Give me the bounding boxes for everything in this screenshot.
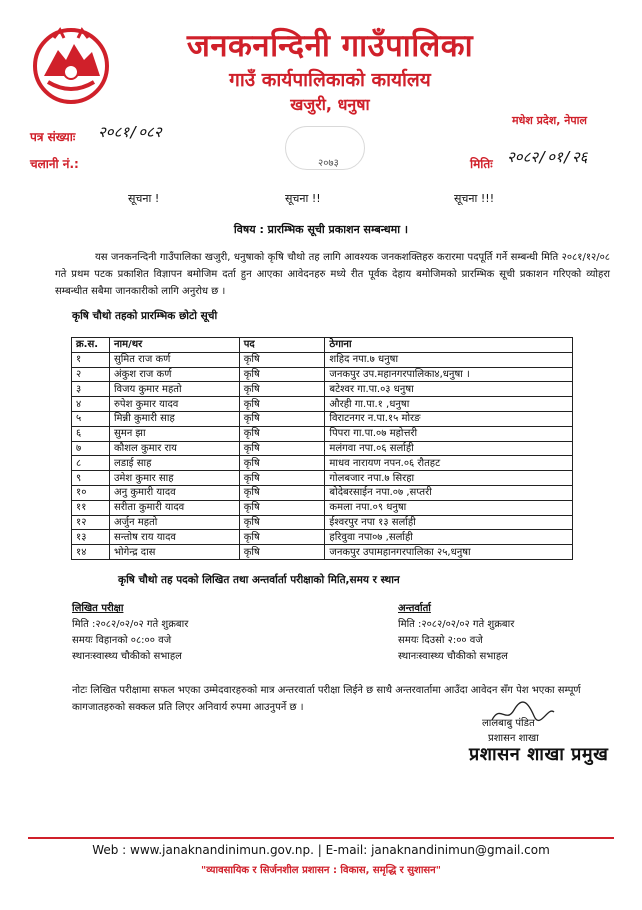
interview-place: स्थानःस्वास्थ्य चौकीको सभाहल <box>398 651 508 662</box>
cell-name: भोगेन्द्र दास <box>109 545 239 560</box>
notice-heading-1: सूचना ! <box>128 192 160 205</box>
patra-label: पत्र संख्याः <box>30 130 76 144</box>
candidate-table <box>71 337 573 560</box>
cell-name: सन्तोष राय यादव <box>109 530 239 545</box>
table-row <box>72 411 573 426</box>
cell-address: जनकपुर उप.महानगरपालिका४,धनुषा । <box>325 367 573 382</box>
cell-name: मिन्नी कुमारी साह <box>109 411 239 426</box>
cell-name: रुपेश कुमार यादव <box>109 397 239 412</box>
cell-post: कृषि <box>239 530 325 545</box>
cell-name: कौशल कुमार राय <box>109 441 239 456</box>
cell-sn: ३ <box>72 382 110 397</box>
miti-value: २०८२/०१/२६ <box>507 148 588 166</box>
cell-sn: ५ <box>72 411 110 426</box>
col-header-sn: क्र.स. <box>72 338 110 353</box>
signatory-office: प्रशासन शाखा <box>488 733 539 744</box>
written-date: मिति :२०८२/०२/०२ गते शुक्रबार <box>72 619 189 630</box>
signatory-name: लालबाबु पंडित <box>482 718 535 729</box>
table-row <box>72 426 573 441</box>
cell-name: विजय कुमार महतो <box>109 382 239 397</box>
cell-name: अर्जुन महतो <box>109 515 239 530</box>
table-row <box>72 456 573 471</box>
chalani-label: चलानी नं.: <box>30 157 79 171</box>
interview-heading: अन्तर्वार्ता <box>398 603 431 614</box>
list-title: कृषि चौथो तहको प्रारम्भिक छोटो सूची <box>72 310 218 322</box>
cell-sn: १० <box>72 485 110 500</box>
cell-name: सरीता कुमारी यादव <box>109 500 239 515</box>
cell-post: कृषि <box>239 500 325 515</box>
body-paragraph: यस जनकनन्दिनी गाउँपालिका खजुरी, धनुषाको कृषि चौथो तह लागि आवश्यक जनकशक्तिहरु करारमा पदपूर्ति गर्ने सम्बन्धी मिति २०८१/१२/०८ गते प्रथम पटक प्रकाशित विज्ञापन बमोजिम दर्ता हुन आएका आवेदनहरु मध्ये रीत पूर्वक देहाय बमोजिमको प्रारम्भिक सूची प्रकाशन गरिएको व्योहरा सम्बन्धीत सबैमा जानकारीको लागि अनुरोध छ । <box>55 252 610 297</box>
cell-sn: १३ <box>72 530 110 545</box>
miti-label: मितिः <box>470 157 493 171</box>
note-text: नोटः लिखित परीक्षामा सफल भएका उम्मेदवारहरुको मात्र अन्तरवार्ता परीक्षा लिईने छ साथै अन्तरवार्तामा आउँदा आवेदन सँग पेश भएका सम्पूर्ण कागजातहरुको सक्कल प्रति लिएर अनिवार्य रुपमा आउनुपर्ने छ । <box>72 685 581 713</box>
nepal-emblem-icon <box>30 26 112 106</box>
table-row <box>72 352 573 367</box>
written-exam-block <box>72 601 188 665</box>
table-row <box>72 397 573 412</box>
cell-address: बटेश्वर गा.पा.०३ धनुषा <box>325 382 573 397</box>
cell-address: गोलबजार नपा.७ सिरहा <box>325 471 573 486</box>
cell-sn: ११ <box>72 500 110 515</box>
cell-address: कमला नपा.०९ धनुषा <box>325 500 573 515</box>
footer-contact: Web : www.janaknandinimun.gov.np. | E-mail: janaknandinimun@gmail.com <box>92 843 550 857</box>
cell-address: पिपरा गा.पा.०७ महोत्तरी <box>325 426 573 441</box>
cell-address: हरिवुवा नपा०७ ,सर्लाही <box>325 530 573 545</box>
cell-post: कृषि <box>239 382 325 397</box>
cell-post: कृषि <box>239 441 325 456</box>
table-row <box>72 382 573 397</box>
table-row <box>72 471 573 486</box>
table-row <box>72 530 573 545</box>
notice-heading-2: सूचना !! <box>285 192 321 205</box>
footer-motto: "व्यावसायिक र सिर्जनशील प्रशासन : विकास, समृद्धि र सुशासन" <box>201 865 441 876</box>
table-row <box>72 545 573 560</box>
municipality-title: जनकनन्दिनी गाउँपालिका <box>186 28 474 64</box>
written-heading: लिखित परीक्षा <box>72 603 124 614</box>
col-header-address: ठेगाना <box>325 338 573 353</box>
cell-address: विराटनगर न.पा.१५ मोरङ <box>325 411 573 426</box>
cell-name: अंकुश राज कर्ण <box>109 367 239 382</box>
cell-post: कृषि <box>239 485 325 500</box>
stamp-year: २०७३ <box>318 158 339 169</box>
cell-post: कृषि <box>239 397 325 412</box>
cell-sn: ६ <box>72 426 110 441</box>
location-title: खजुरी, धनुषा <box>290 95 370 114</box>
exam-schedule-title: कृषि चौथो तह पदको लिखित तथा अन्तर्वार्ता परीक्षाको मिति,समय र स्थान <box>118 574 400 586</box>
cell-sn: १ <box>72 352 110 367</box>
cell-address: बोदेबरसाईन नपा.०७ ,सप्तरी <box>325 485 573 500</box>
province-label: मधेश प्रदेश, नेपाल <box>512 114 587 127</box>
footer-divider <box>28 837 614 839</box>
interview-date: मिति :२०८२/०२/०२ गते शुक्रबार <box>398 619 515 630</box>
cell-address: ईश्वरपुर नपा १३ सर्लाही <box>325 515 573 530</box>
table-row <box>72 441 573 456</box>
written-time: समयः विहानको ०८:०० वजे <box>72 635 172 646</box>
cell-sn: २ <box>72 367 110 382</box>
col-header-name: नाम/थर <box>109 338 239 353</box>
cell-sn: १२ <box>72 515 110 530</box>
table-row <box>72 485 573 500</box>
cell-sn: १४ <box>72 545 110 560</box>
col-header-post: पद <box>239 338 325 353</box>
cell-post: कृषि <box>239 352 325 367</box>
patra-value: २०८१/०८२ <box>98 123 162 141</box>
cell-name: सुमित राज कर्ण <box>109 352 239 367</box>
cell-post: कृषि <box>239 515 325 530</box>
cell-name: अनु कुमारी यादव <box>109 485 239 500</box>
cell-address: मलंगवा नपा.०६ सर्लाही <box>325 441 573 456</box>
cell-post: कृषि <box>239 367 325 382</box>
notice-heading-3: सूचना !!! <box>454 192 495 205</box>
cell-sn: ९ <box>72 471 110 486</box>
table-row <box>72 367 573 382</box>
table-row <box>72 515 573 530</box>
written-place: स्थानःस्वास्थ्य चौकीको सभाहल <box>72 651 182 662</box>
cell-post: कृषि <box>239 456 325 471</box>
cell-sn: ४ <box>72 397 110 412</box>
interview-time: समयः दिउसो २:०० वजे <box>398 635 483 646</box>
table-header-row <box>72 338 573 353</box>
cell-name: लडाई साह <box>109 456 239 471</box>
cell-post: कृषि <box>239 471 325 486</box>
cell-address: माधव नारायण नपन.०६ रौतहट <box>325 456 573 471</box>
cell-sn: ८ <box>72 456 110 471</box>
cell-address: शहिद नपा.७ धनुषा <box>325 352 573 367</box>
office-title: गाउँ कार्यपालिकाको कार्यालय <box>229 69 431 91</box>
table-row <box>72 500 573 515</box>
interview-block <box>398 601 514 665</box>
cell-name: उमेश कुमार साह <box>109 471 239 486</box>
cell-address: औरही गा.पा.१ ,धनुषा <box>325 397 573 412</box>
cell-post: कृषि <box>239 545 325 560</box>
cell-address: जनकपुर उपामहानगरपालिका २५,धनुषा <box>325 545 573 560</box>
subject-line: विषय : प्रारम्भिक सूची प्रकाशन सम्बन्धमा । <box>233 223 409 236</box>
cell-post: कृषि <box>239 426 325 441</box>
cell-post: कृषि <box>239 411 325 426</box>
signatory-title: प्रशासन शाखा प्रमुख <box>469 744 609 765</box>
cell-sn: ७ <box>72 441 110 456</box>
cell-name: सुमन झा <box>109 426 239 441</box>
